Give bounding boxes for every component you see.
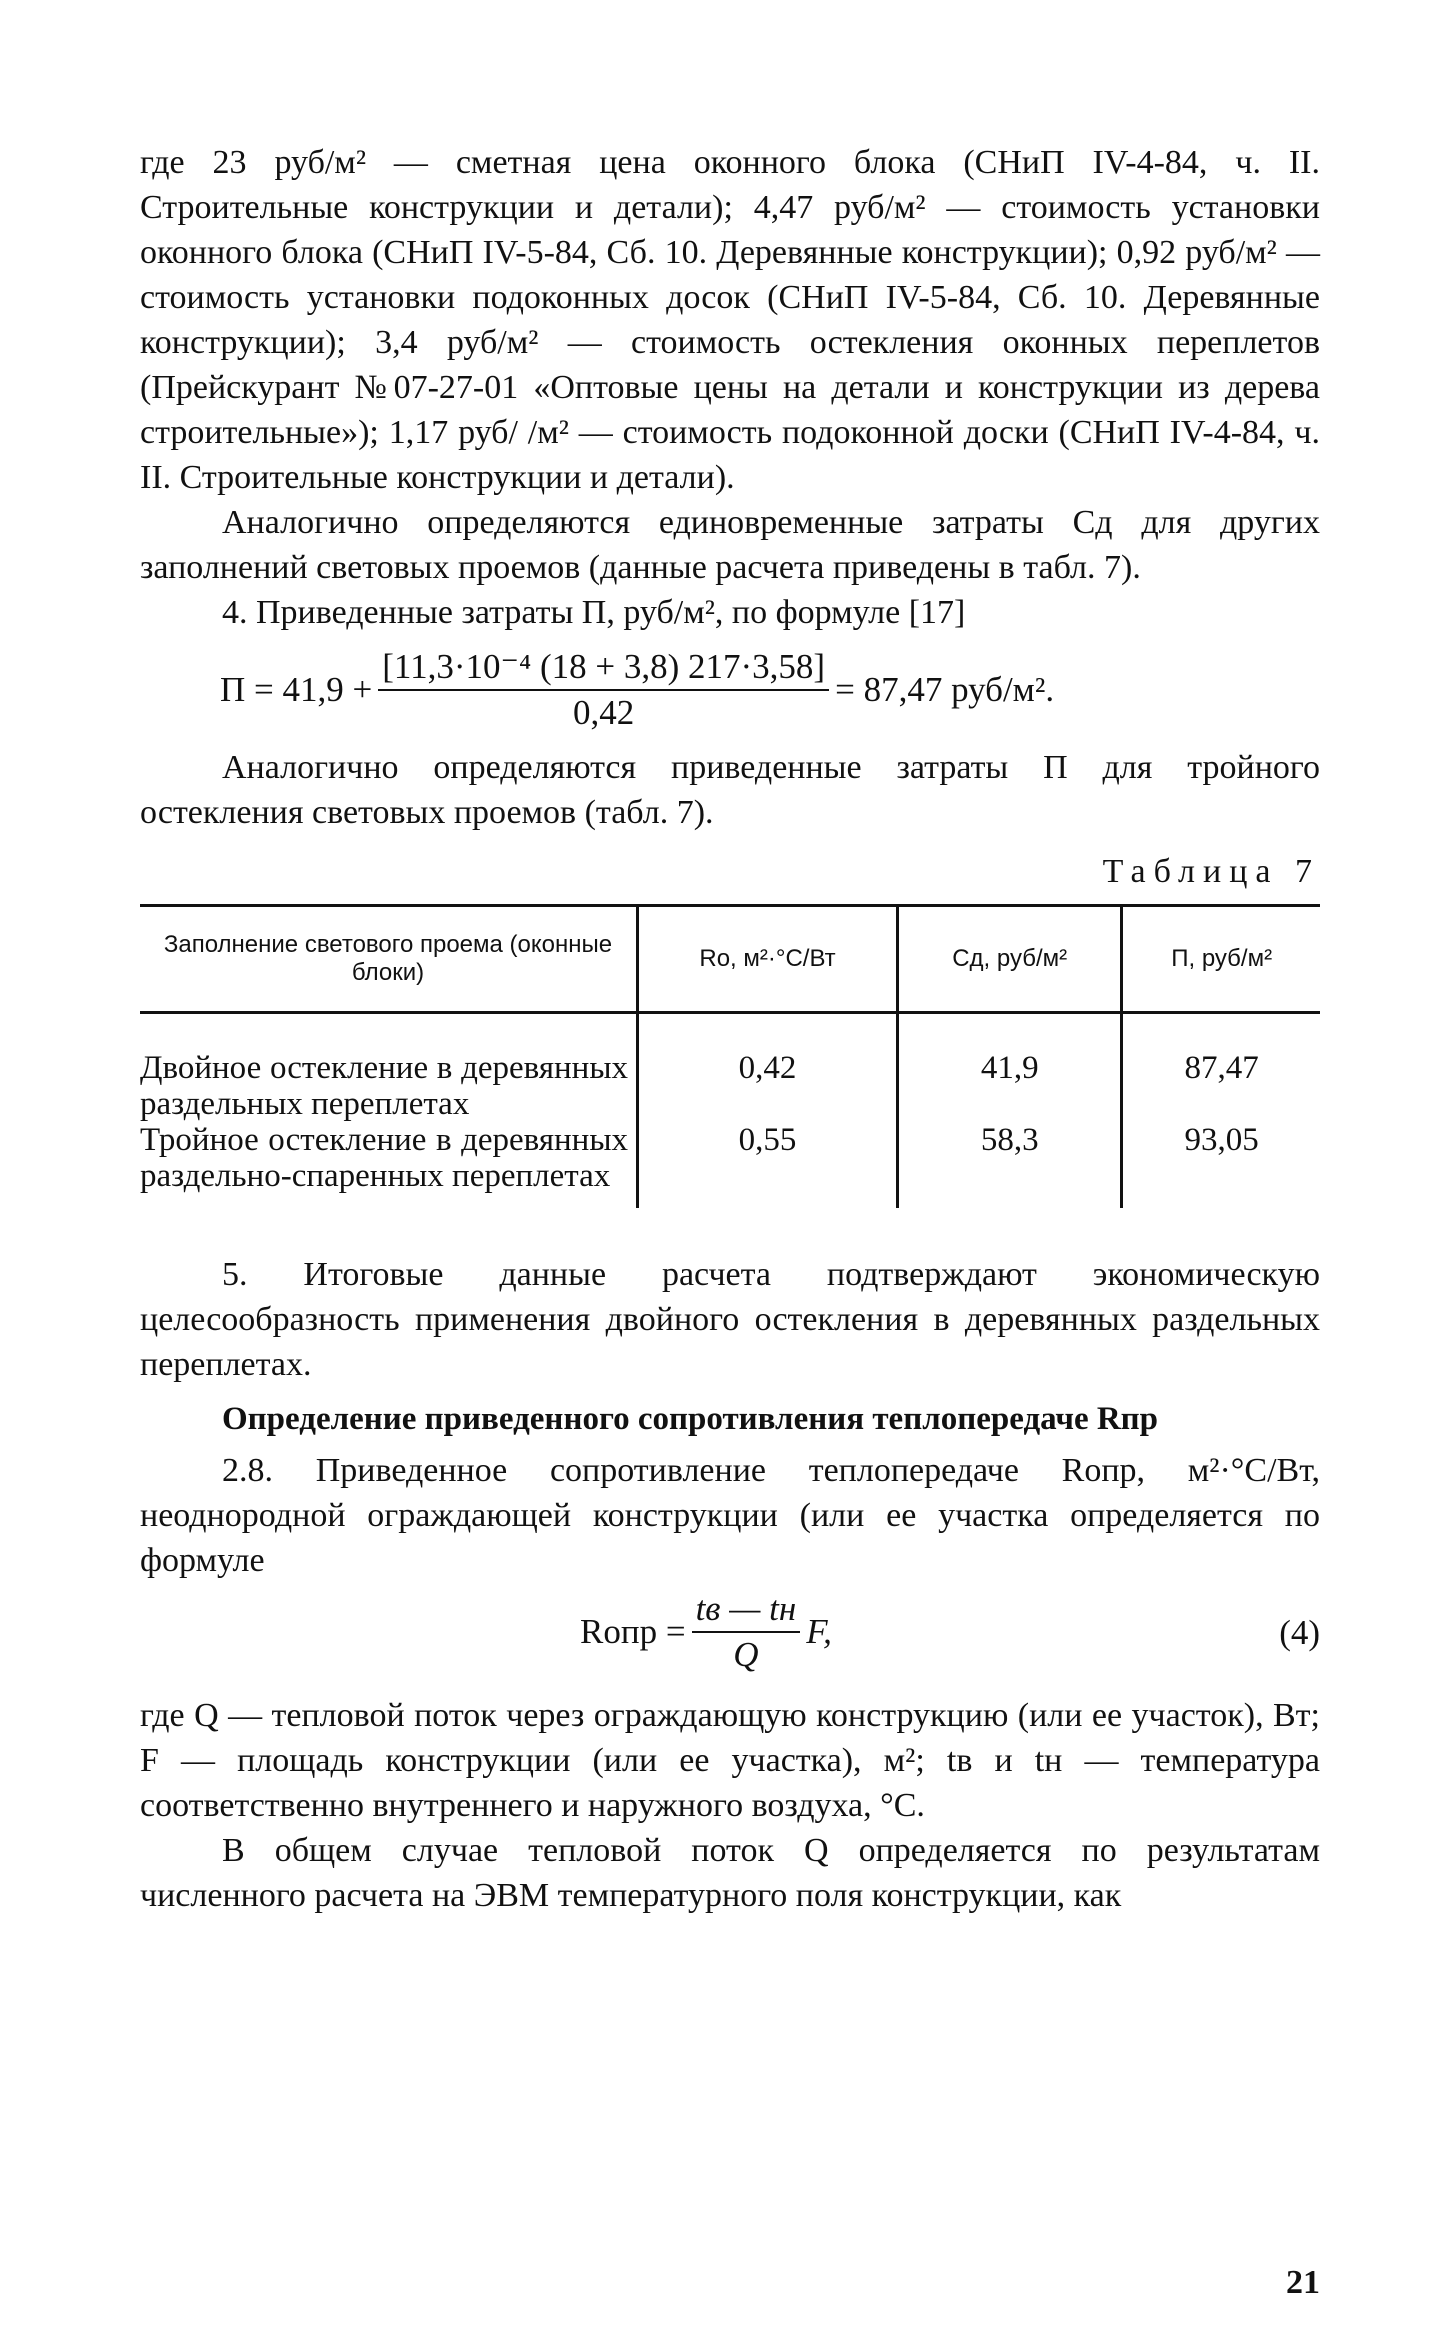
paragraph-variables: где Q — тепловой поток через ограждающую конструкцию (или ее участок), Вт; F — площадь конструкции (или ее участка), м²; tв и tн — температура соответственно внутреннего и наружного воздуха, °С. (140, 1697, 1320, 1824)
cell-p: 93,05 (1122, 1122, 1320, 1208)
formula-denominator: 0,42 (573, 693, 635, 732)
table-row (140, 1013, 1320, 1123)
cell-fill: Двойное остекление в деревянных раздельных переплетах (140, 1050, 628, 1122)
header-fill: Заполнение светового проема (оконные блоки) (140, 906, 638, 1013)
formula-rhs: = 87,47 руб/м². (835, 670, 1055, 709)
formula-rhs: F, (806, 1612, 832, 1651)
paragraph-heat-flow: В общем случае тепловой поток Q определяется по результатам численного расчета на ЭВМ температурного поля конструкции, как (140, 1832, 1320, 1914)
table-header-row (140, 906, 1320, 1013)
paragraph-conclusion: 5. Итоговые данные расчета подтверждают экономическую целесообразность применения двойного остекления в деревянных раздельных переплетах. (140, 1256, 1320, 1383)
table-title: Таблица 7 (1102, 853, 1320, 890)
formula-reduced-costs (220, 635, 1320, 745)
formula-fraction (378, 647, 829, 733)
formula-lhs: П = 41,9 + (220, 670, 373, 709)
formula-numerator: tв — tн (692, 1589, 801, 1633)
formula-denominator: Q (733, 1635, 759, 1674)
document-page (140, 140, 1320, 2301)
paragraph-other-fillings: Аналогично определяются единовременные затраты Cд для других заполнений световых проемов (данные расчета приведены в табл. 7). (140, 504, 1320, 586)
page-number: 21 (1286, 2264, 1320, 2301)
header-cd: Cд, руб/м² (898, 906, 1122, 1013)
header-p: П, руб/м² (1122, 906, 1320, 1013)
cell-fill: Тройное остекление в деревянных раздельно-спаренных переплетах (140, 1122, 628, 1194)
header-r0: Rо, м²·°С/Вт (638, 906, 898, 1013)
formula-resistance (140, 1583, 1320, 1693)
paragraph-triple-glazing: Аналогично определяются приведенные затраты П для тройного остекления световых проемов (табл. 7). (140, 749, 1320, 831)
cell-p: 87,47 (1122, 1013, 1320, 1123)
paragraph-reduced-resistance: 2.8. Приведенное сопротивление теплопередаче Rопр, м²·°С/Вт, неоднородной ограждающей конструкции (или ее участка определяется по формуле (140, 1452, 1320, 1579)
cell-cd: 41,9 (898, 1013, 1122, 1123)
section-heading: Определение приведенного сопротивления теплопередаче Rпр (222, 1401, 1159, 1437)
formula-fraction (692, 1589, 801, 1675)
paragraph-reduced-costs: 4. Приведенные затраты П, руб/м², по формуле [17] (222, 594, 966, 631)
equation-number: (4) (1279, 1613, 1320, 1652)
cell-r0: 0,42 (638, 1013, 898, 1123)
formula-lhs: Rопр = (580, 1612, 686, 1651)
cell-cd: 58,3 (898, 1122, 1122, 1208)
glazing-table (140, 904, 1320, 1208)
table-row (140, 1122, 1320, 1208)
paragraph-cost-sources: где 23 руб/м² — сметная цена оконного блока (СНиП IV-4-84, ч. II. Строительные конструкции и детали); 4,47 руб/м² — стоимость установки оконного блока (СНиП IV-5-84, Сб. 10. Деревянные конструкции); 0,92 руб/м² — стоимость установки подоконных досок (СНиП IV-5-84, Сб. 10. Деревянные конструкции); 3,4 руб/м² — стоимость остекления оконных переплетов (Прейскурант №07-27-01 «Оптовые цены на детали и конструкции из дерева строительные»); 1,17 руб/ /м² — стоимость подоконной доски (СНиП IV-4-84, ч. II. Строительные конструкции и детали). (140, 144, 1320, 496)
cell-r0: 0,55 (638, 1122, 898, 1208)
formula-numerator: [11,3·10⁻⁴ (18 + 3,8) 217·3,58] (378, 647, 829, 691)
formula-expression (580, 1589, 832, 1675)
